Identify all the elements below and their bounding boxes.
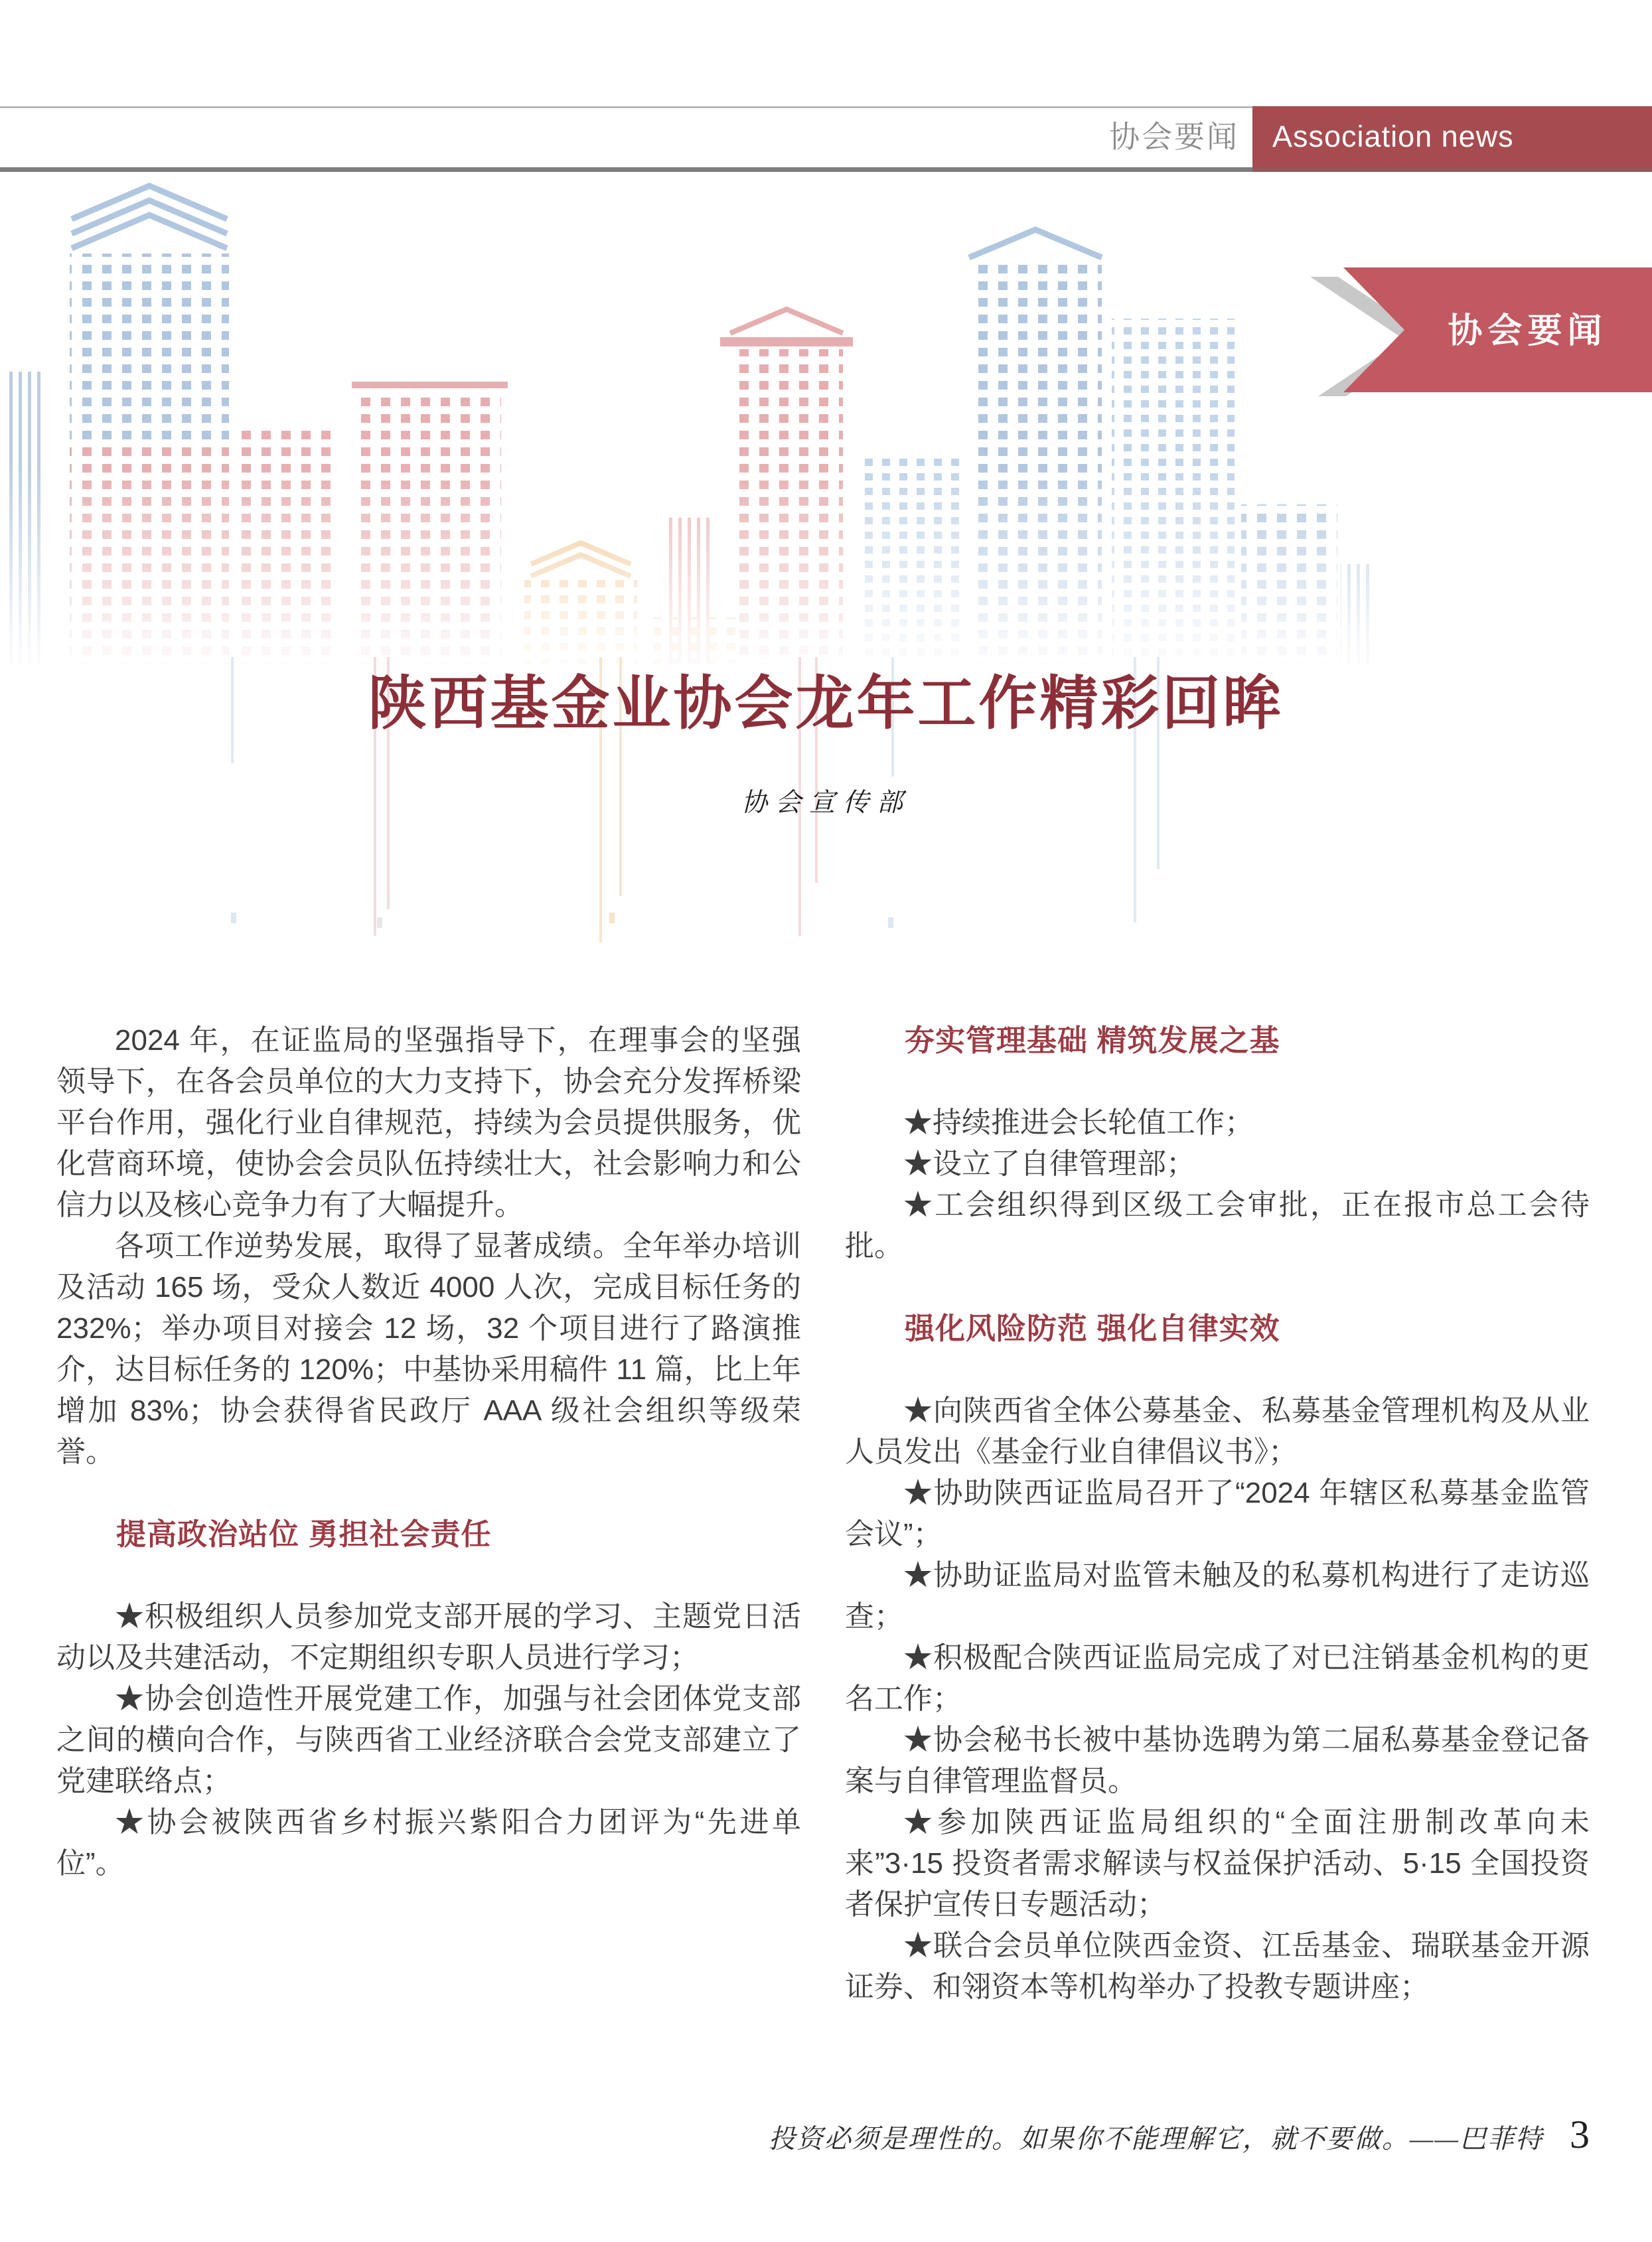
left-column (56, 1020, 801, 2008)
bullet-item: ★协会秘书长被中基协选聘为第二届私募基金登记备案与自律管理监督员。 (845, 1724, 1590, 1797)
bullet-item: ★工会组织得到区级工会审批，正在报市总工会待批。 (845, 1189, 1590, 1262)
bullet-item: ★设立了自律管理部； (903, 1148, 1195, 1180)
bullet-item: ★协会被陕西省乡村振兴紫阳合力团评为“先进单位”。 (56, 1806, 801, 1880)
bullet-item: ★参加陕西证监局组织的“全面注册制改革向未来”3·15 投资者需求解读与权益保护活动、5·15 全国投资者保护宣传日专题活动； (845, 1806, 1590, 1921)
bullet-item: ★协会创造性开展党建工作，加强与社会团体党支部之间的横向合作，与陕西省工业经济联合会党支部建立了党建联络点； (56, 1682, 801, 1797)
bullet-item: ★联合会员单位陕西金资、江岳基金、瑞联基金开源证券、和翎资本等机构举办了投教专题讲座； (845, 1929, 1590, 2003)
right-column (845, 1020, 1590, 2008)
bullet-item: ★协助陕西证监局召开了“2024 年辖区私募基金监管会议”； (845, 1477, 1590, 1550)
article-byline: 协会宣传部 (741, 788, 911, 817)
bullet-item: ★协助证监局对监管未触及的私募机构进行了走访巡查； (845, 1559, 1590, 1633)
section-label-en: Association news (1272, 119, 1514, 153)
ribbon-label: 协会要闻 (1448, 313, 1608, 350)
article-body (56, 1020, 1590, 2008)
section-label-zh: 协会要闻 (1109, 119, 1239, 154)
bullet-item: ★积极配合陕西证监局完成了对已注销基金机构的更名工作； (845, 1641, 1590, 1715)
header-rule (0, 167, 1256, 172)
bullet-item: ★积极组织人员参加党支部开展的学习、主题党日活动以及共建活动，不定期组织专职人员进行学习； (56, 1600, 801, 1674)
section-heading: 强化风险防范 强化自律实效 (905, 1311, 1280, 1345)
paragraph: 2024 年，在证监局的坚强指导下，在理事会的坚强领导下，在各会员单位的大力支持下，协会充分发挥桥梁平台作用，强化行业自律规范，持续为会员提供服务，优化营商环境，使协会会员队伍持续壮大，社会影响力和公信力以及核心竞争力有了大幅提升。 (56, 1024, 801, 1221)
ribbon-banner (1304, 267, 1652, 396)
paragraph: 各项工作逆势发展，取得了显著成绩。全年举办培训及活动 165 场，受众人数近 4000 人次，完成目标任务的 232%；举办项目对接会 12 场，32 个项目进行了路演推介，达目标任务的 120%；中基协采用稿件 11 篇，比上年增加 83%；协会获得省民政厅 AAA 级社会组织等级荣誉。 (56, 1230, 801, 1468)
footer-quote: 投资必须是理性的。如果你不能理解它，就不要做。——巴菲特 (768, 2124, 1543, 2154)
bullet-item: ★向陕西省全体公募基金、私募基金管理机构及从业人员发出《基金行业自律倡议书》； (845, 1394, 1590, 1468)
section-heading: 提高政治站位 勇担社会责任 (116, 1517, 492, 1551)
bullet-item: ★持续推进会长轮值工作； (903, 1106, 1254, 1139)
section-label-en-box (1252, 106, 1652, 172)
article-title: 陕西基金业协会龙年工作精彩回眸 (368, 672, 1284, 737)
page-number: 3 (1570, 2113, 1590, 2156)
page-footer (769, 2112, 1590, 2158)
section-heading: 夯实管理基础 精筑发展之基 (905, 1023, 1280, 1057)
